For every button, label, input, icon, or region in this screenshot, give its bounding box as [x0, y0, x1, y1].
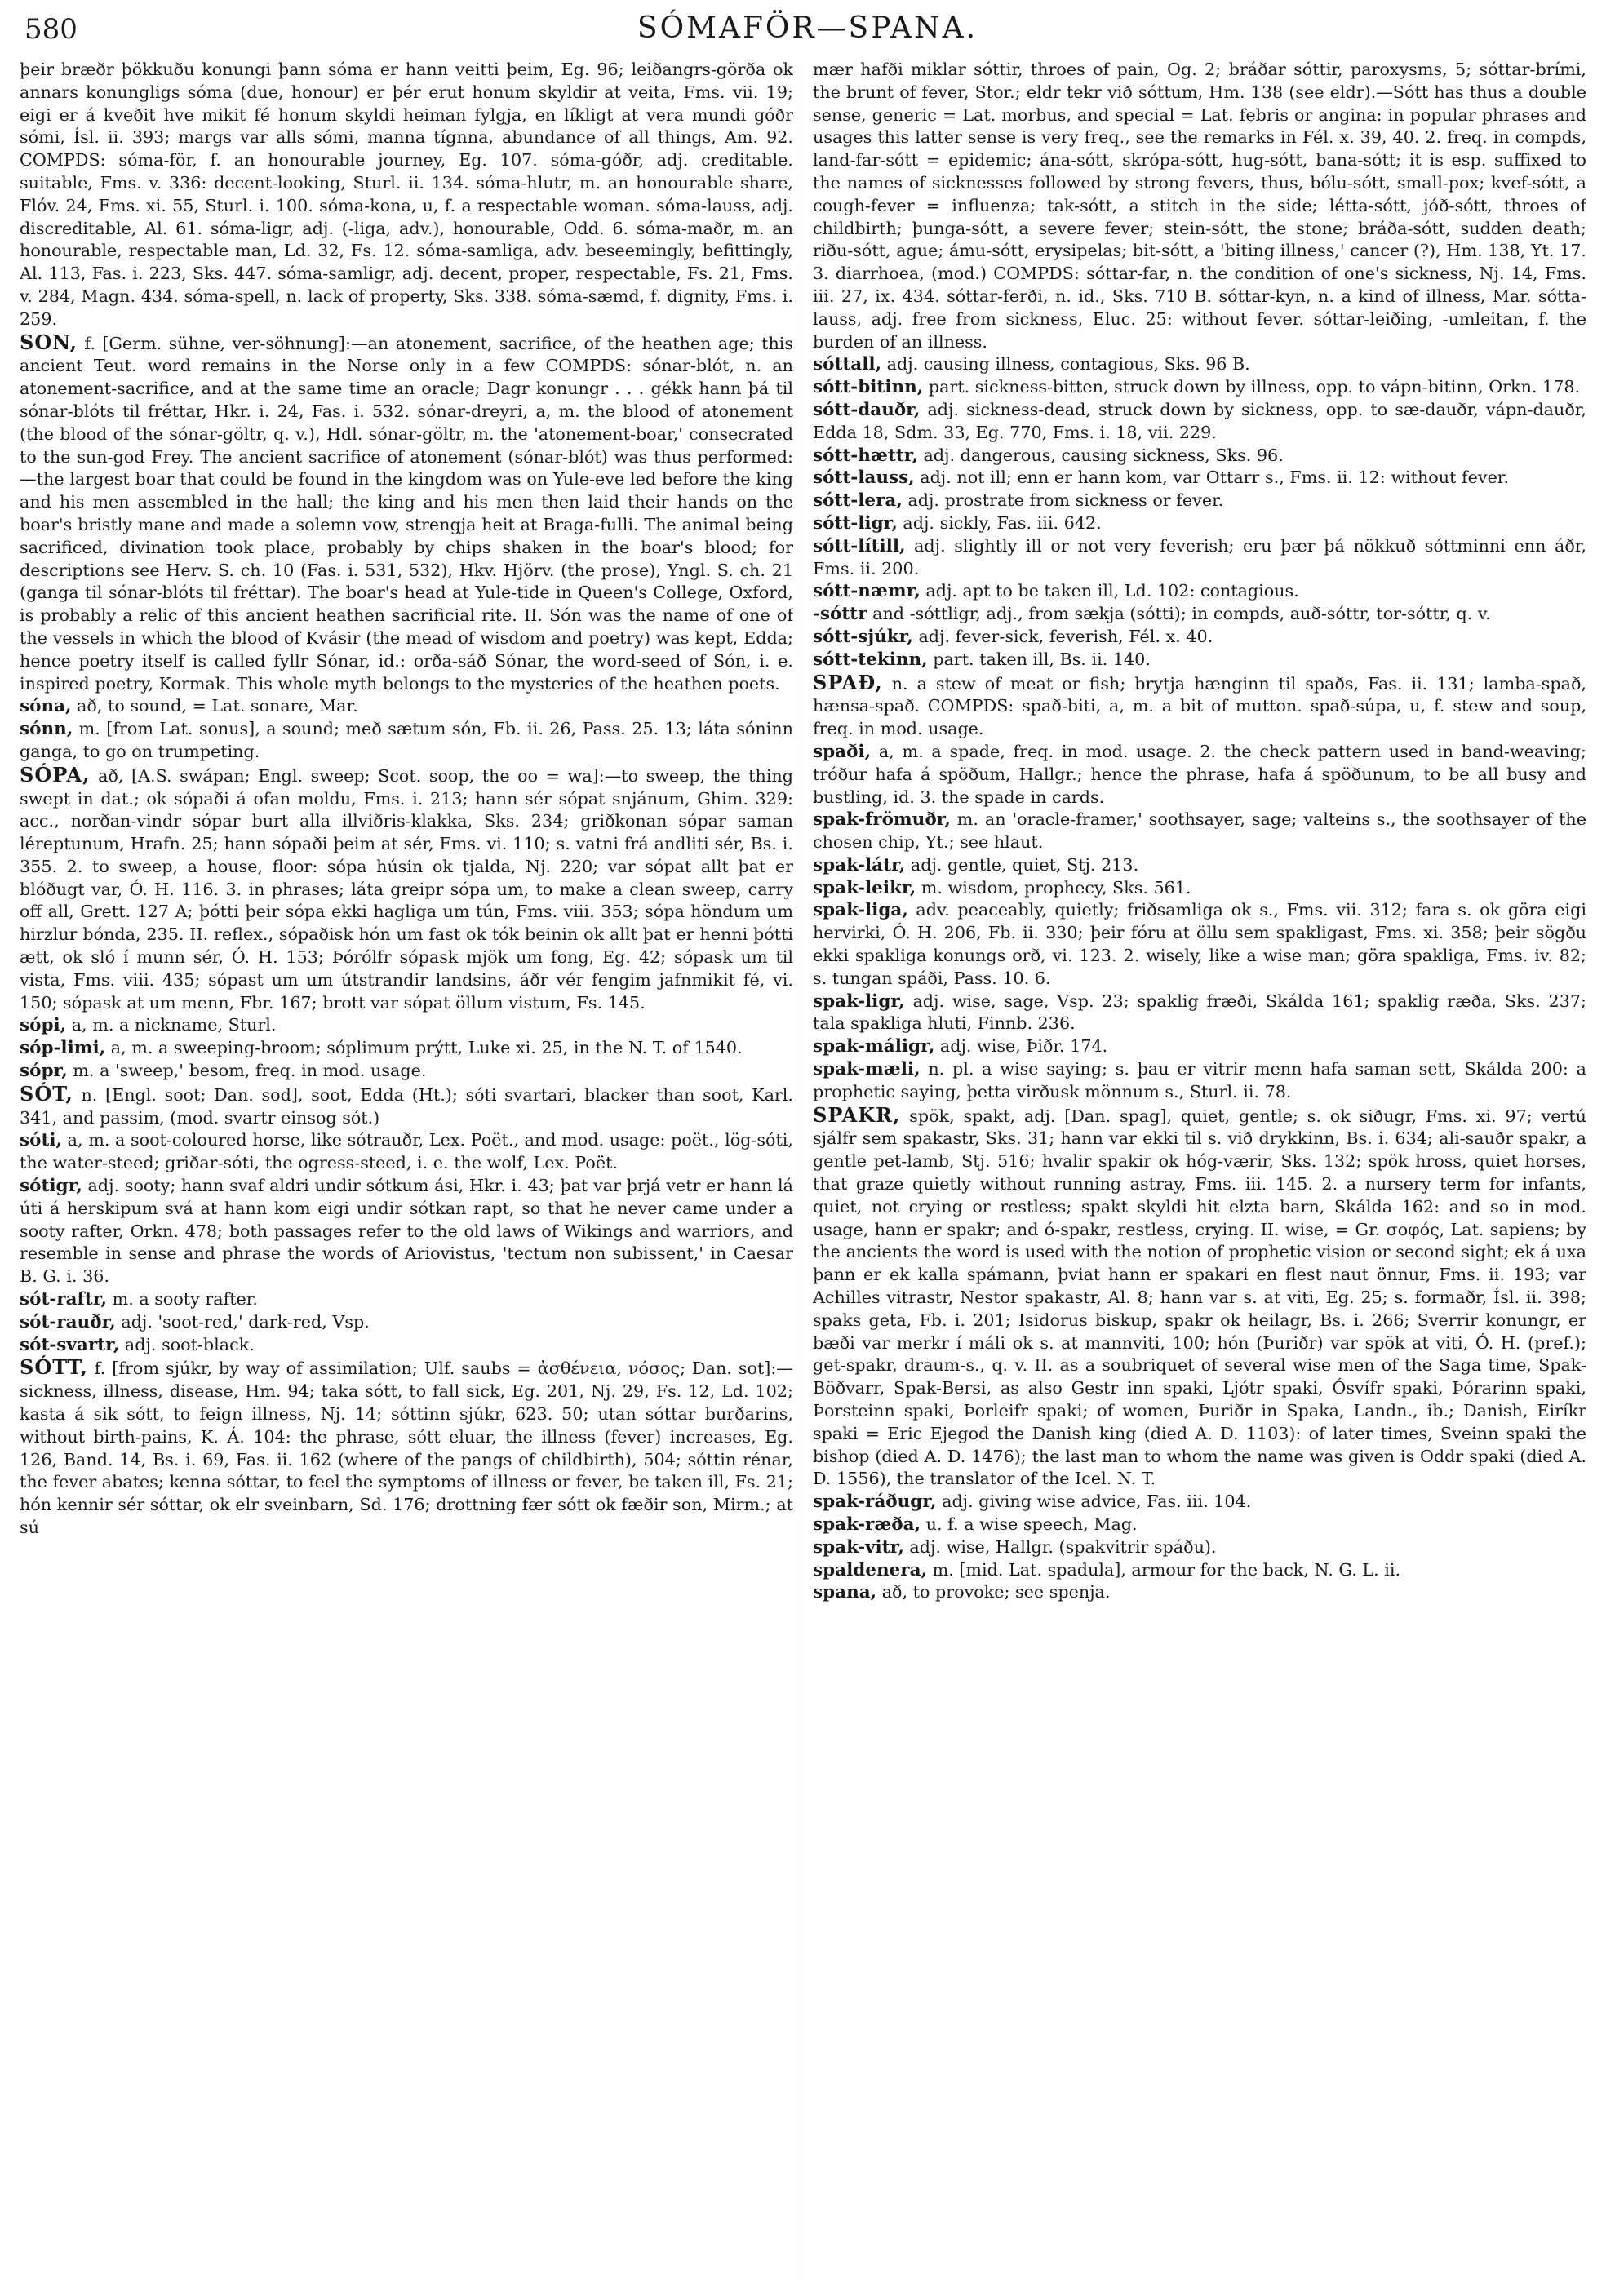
entry-body: m. wisdom, prophecy, Sks. 561. — [916, 877, 1191, 898]
dictionary-entry — [20, 764, 793, 1015]
entry-body: m. [mid. Lat. spadula], armour for the back, N. G. L. ii. — [927, 1559, 1401, 1580]
entry-headword: spak-ráðugr, — [813, 1492, 937, 1513]
entry-body: adj. dangerous, causing sickness, Sks. 96. — [917, 445, 1284, 465]
entry-body: a, m. a soot-coloured horse, like sótrauðr, Lex. Poët., and mod. usage: poët., lög-sóti, the water-steed; griðar-sóti, the ogress-steed, i. e. the wolf, Lex. Poët. — [20, 1130, 793, 1173]
dictionary-entry — [20, 1083, 793, 1130]
entry-headword: sóti, — [20, 1130, 63, 1151]
dictionary-entry — [813, 467, 1586, 490]
entry-body: adj. sooty; hann svaf aldri undir sótkum ási, Hkr. i. 43; þat var þrjá vetr er hann lá úti á herskipum svá at hann kom eigi undir sótkan rapt, so that he never came under a sooty rafter, Orkn. 478; both passages refer to the old laws of Wikings and warriors, and resemble in sense and phrase the words of Ariovistus, 'tectum non subissent,' in Caesar B. G. i. 36. — [20, 1176, 793, 1287]
page-number: 580 — [24, 13, 78, 46]
entry-body: part. sickness-bitten, struck down by illness, opp. to vápn-bitinn, Orkn. 178. — [923, 377, 1581, 397]
entry-headword: spak-máligr, — [813, 1036, 935, 1057]
page-header — [24, 10, 1591, 49]
dictionary-entry — [20, 59, 793, 331]
entry-body: m. [from Lat. sonus], a sound; með sætum són, Fb. ii. 26, Pass. 25. 13; láta sóninn ganga, to go on trumpeting. — [20, 719, 793, 761]
entry-headword: spak-frömuðr, — [813, 809, 951, 831]
entry-body: f. [from sjúkr, by way of assimilation; Ulf. saubs = ἀσθένεια, νόσος; Dan. sot]:—sickness, illness, disease, Hm. 94; taka sótt, to fall sick, Eg. 201, Nj. 29, Fs. 12, Ld. 102; kasta á sik sótt, to feign illness, Nj. 14; sóttinn sjúkr, 623. 50; utan sóttar burðarins, without birth-pains, K. Á. 104: the phrase, sótt eluar, the illness (fever) increases, Eg. 126, Band. 14, Bs. i. 69, Fas. ii. 162 (where of the pangs of childbirth), 504; sóttin rénar, the fever abates; kenna sóttar, to feel the symptoms of illness or fever, be taken ill, Fs. 21; hón kennir sér sóttar, ok elr sveinbarn, Sd. 176; drottning fær sótt ok fæðir son, Mirm.; at sú — [20, 1359, 793, 1537]
dictionary-entry — [20, 1334, 793, 1357]
entry-headword: sótt-lauss, — [813, 468, 915, 489]
dictionary-entry — [20, 331, 793, 696]
entry-headword: sót-rauðr, — [20, 1311, 116, 1332]
entry-body: and -sóttligr, adj., from sækja (sótti); in compds, auð-sóttr, tor-sóttr, q. v. — [867, 604, 1491, 624]
entry-headword: sótt-bitinn, — [813, 377, 924, 398]
dictionary-entry — [20, 1014, 793, 1037]
entry-body: m. a 'sweep,' besom, freq. in mod. usage. — [67, 1061, 427, 1081]
entry-headword: spak-ligr, — [813, 991, 905, 1012]
entry-body: adj. apt to be taken ill, Ld. 102: contagious. — [920, 581, 1299, 601]
entry-body: að, to provoke; see spenja. — [876, 1582, 1111, 1602]
dictionary-entry — [813, 603, 1586, 626]
entry-body: adj. wise, Þiðr. 174. — [934, 1036, 1108, 1057]
entry-headword: sótt-hættr, — [813, 445, 918, 466]
entry-body: a, m. a spade, freq. in mod. usage. 2. the check pattern used in band-weaving; tróður hafa á spöðum, Hallgr.; hence the phrase, hafa á spöðunum, to be all busy and bustling, id. 3. the spade in cards. — [813, 741, 1586, 807]
dictionary-entry — [813, 741, 1586, 809]
entry-body: adj. wise, sage, Vsp. 23; spaklig fræði, Skálda 161; spaklig ræða, Sks. 237; tala spakliga hluti, Finnb. 236. — [813, 991, 1586, 1034]
entry-body: adv. peaceably, quietly; friðsamliga ok s., Fms. vii. 312; fara s. ok göra eigi hervirki, Ó. H. 206, Fb. ii. 330; þeir fóru at öllu sem spakligast, Fms. xi. 358; þeir sögðu ekki spakliga konungs orð, vi. 123. 2. wisely, like a wise man; göra spakliga, Fms. iv. 82; s. tungan spáði, Pass. 10. 6. — [813, 900, 1586, 988]
entry-headword: spak-liga, — [813, 900, 908, 921]
entry-headword: -sóttr — [813, 604, 867, 625]
entry-headword: sóp-limi, — [20, 1038, 106, 1059]
entry-body: þeir bræðr þökkuðu konungi þann sóma er hann veitti þeim, Eg. 96; leiðangrs-görða ok annars konungligs sóma (due, honour) er þér erut honum skyldir at veita, Fms. vii. 19; eigi er á kveðit hve mikit fé honum skyldi heiman fylgja, en líkligt at vera mundi góðr sómi, Ísl. ii. 393; margs var alls sómi, manna tígnna, abundance of all things, Am. 92. COMPDS: sóma-för, f. an honourable journey, Eg. 107. sóma-góðr, adj. creditable. suitable, Fms. v. 336: decent-looking, Sturl. ii. 134. sóma-hlutr, m. an honourable share, Flóv. 24, Fms. xi. 55, Sturl. i. 100. sóma-kona, u, f. a respectable woman. sóma-lauss, adj. discreditable, Al. 61. sóma-ligr, adj. (-liga, adv.), honourable, Odd. 6. sóma-maðr, m. an honourable, respectable man, Ld. 32, Fs. 12. sóma-samliga, adv. beseemingly, befittingly, Al. 113, Fas. i. 223, Sks. 447. sóma-samligr, adj. decent, proper, respectable, Fs. 21, Fms. v. 284, Magn. 434. sóma-spell, n. lack of property, Sks. 338. sóma-sæmd, f. dignity, Fms. i. 259. — [20, 60, 793, 329]
dictionary-entry — [20, 1311, 793, 1334]
right-column — [813, 59, 1586, 2278]
dictionary-entry — [813, 535, 1586, 581]
dictionary-entry — [813, 59, 1586, 353]
entry-headword: sót-svartr, — [20, 1334, 120, 1355]
entry-body: mær hafði miklar sóttir, throes of pain, Og. 2; bráðar sóttir, paroxysms, 5; sóttar-brími, the brunt of fever, Stor.; eldr tekr við sóttum, Hm. 138 (see eldr).—Sótt has thus a double sense, generic = Lat. morbus, and special = Lat. febris or angina: in popular phrases and usages this latter sense is very freq., see the remarks in Fél. x. 39, 40. 2. freq. in compds, land-far-sótt = epidemic; ána-sótt, skrópa-sótt, hug-sótt, bana-sótt; it is esp. suffixed to the names of sicknesses followed by strong fevers, thus, bólu-sótt, small-pox; kvef-sótt, a cough-fever = influenza; tak-sótt, a stitch in the side; létta-sótt, jóð-sótt, throes of childbirth; þunga-sótt, a severe fever; stein-sótt, the stone; bráða-sótt, sudden death; riðu-sótt, ague; ámu-sótt, erysipelas; bit-sótt, a 'biting illness,' cancer (?), Hm. 138, Yt. 17. 3. diarrhoea, (mod.) COMPDS: sóttar-far, n. the condition of one's sickness, Nj. 14, Fms. iii. 27, ix. 434. sóttar-ferði, n. id., Sks. 710 B. sóttar-kyn, n. a kind of illness, Mar. sótta-lauss, adj. free from sickness, Eluc. 25: without fever. sóttar-leiðing, -umleitan, f. the burden of an illness. — [813, 60, 1586, 352]
entry-body: að, [A.S. swápan; Engl. sweep; Scot. soop, the oo = wa]:—to sweep, the thing swept in dat.; ok sópaði á ofan moldu, Fms. i. 213; hann sér sópat snjánum, Ghim. 329: acc., norðan-vindr sópar burt alla illviðris-klakka, Sks. 234; griðkonan sópar saman léreptunum, Hrafn. 25; hann sópaði þeim at sér, Fms. vi. 110; s. vatni frá andliti sér, Bs. i. 355. 2. to sweep, a house, floor: sópa húsin ok tjalda, Nj. 220; var sópat allt þat er blóðugt var, Ó. H. 116. 3. in phrases; láta greipr sópa um, to make a clean sweep, carry off all, Grett. 127 A; þótti þeir sópa ekki hagliga um tún, Fms. viii. 353; sópa höndum um hirzlur bónda, 235. II. reflex., sópaðisk hón um fast ok tók beinin ok allt þat er henni þótti ætt, ok sló í munn sér, Ó. H. 153; Þórólfr sópask mjök um fong, Eg. 42; sópask um til vista, Fms. viii. 435; sópast um um útstrandir landsins, áðr vér fengim jafnmikit fé, vi. 150; sópask at um menn, Fbr. 167; brott var sópat öllum vistum, Fs. 145. — [20, 765, 793, 1013]
left-column — [20, 59, 793, 2278]
entry-headword: sópr, — [20, 1061, 68, 1082]
entry-headword: SÓTT, — [20, 1355, 88, 1380]
dictionary-entry — [813, 445, 1586, 468]
entry-headword: sótt-dauðr, — [813, 399, 921, 420]
entry-headword: sótt-lera, — [813, 490, 903, 512]
running-head: SÓMAFÖR—SPANA. — [637, 11, 978, 45]
entry-body: adj. gentle, quiet, Stj. 213. — [905, 854, 1139, 875]
entry-headword: SÓPA, — [20, 762, 91, 787]
dictionary-entry — [813, 1491, 1586, 1514]
dictionary-entry — [813, 672, 1586, 741]
entry-headword: sótt-ligr, — [813, 512, 898, 534]
dictionary-entry — [813, 1559, 1586, 1582]
entry-body: m. an 'oracle-framer,' soothsayer, sage; valteins s., the soothsayer of the chosen chip, Yt.; see hlaut. — [813, 809, 1586, 853]
entry-headword: spak-ræða, — [813, 1514, 921, 1535]
entry-headword: sótt-lítill, — [813, 535, 906, 556]
entry-headword: SON, — [20, 330, 78, 354]
dictionary-entry — [20, 695, 793, 718]
entry-body: adj. prostrate from sickness or fever. — [902, 490, 1224, 511]
entry-headword: spak-leikr, — [813, 877, 916, 898]
dictionary-entry — [813, 899, 1586, 990]
entry-headword: SPAÐ, — [813, 670, 883, 694]
dictionary-entry — [813, 809, 1586, 854]
dictionary-entry — [20, 718, 793, 764]
dictionary-entry — [813, 353, 1586, 376]
entry-headword: spaldenera, — [813, 1559, 928, 1580]
entry-body: að, to sound, = Lat. sonare, Mar. — [71, 696, 358, 716]
entry-headword: sótigr, — [20, 1176, 82, 1197]
entry-headword: spak-mæli, — [813, 1059, 921, 1080]
entry-headword: spak-látr, — [813, 854, 906, 875]
dictionary-entry — [813, 1035, 1586, 1058]
entry-headword: sóna, — [20, 696, 72, 717]
dictionary-entry — [813, 1581, 1586, 1604]
dictionary-entry — [20, 1037, 793, 1060]
entry-headword: sót-raftr, — [20, 1289, 107, 1310]
entry-headword: sónn, — [20, 719, 73, 740]
entry-body: part. taken ill, Bs. ii. 140. — [927, 649, 1151, 669]
entry-headword: sótt-sjúkr, — [813, 626, 913, 647]
dictionary-entry — [20, 1356, 793, 1539]
entry-body: m. a sooty rafter. — [107, 1289, 258, 1310]
dictionary-entry — [813, 991, 1586, 1036]
entry-body: n. [Engl. soot; Dan. sod], soot, Edda (Ht.); sóti svartari, blacker than soot, Karl. 341, and passim, (mod. svartr einsog sót.) — [20, 1084, 793, 1128]
entry-headword: sótt-tekinn, — [813, 649, 928, 670]
entry-body: n. a stew of meat or fish; brytja hænginn til spaðs, Fas. ii. 131; lamba-spað, hænsa-spað. COMPDS: spað-biti, a, m. a bit of mutton. spað-súpa, u, f. stew and soup, freq. in mod. usage. — [813, 673, 1586, 739]
dictionary-entry — [20, 1060, 793, 1083]
dictionary-entry — [813, 877, 1586, 900]
dictionary-entry — [813, 376, 1586, 399]
entry-headword: spaði, — [813, 741, 872, 762]
entry-body: adj. giving wise advice, Fas. iii. 104. — [936, 1492, 1252, 1512]
entry-body: adj. soot-black. — [119, 1334, 255, 1354]
entry-body: adj. fever-sick, feverish, Fél. x. 40. — [912, 626, 1213, 646]
entry-headword: spak-vitr, — [813, 1536, 904, 1558]
entry-headword: SÓT, — [20, 1081, 73, 1106]
entry-body: adj. sickness-dead, struck down by sickness, opp. to sæ-dauðr, vápn-dauðr, Edda 18, Sdm. 33, Eg. 770, Fms. i. 18, vii. 229. — [813, 399, 1586, 442]
entry-body: adj. slightly ill or not very feverish; eru þær þá nökkuð sóttminni enn áðr, Fms. ii. 200. — [813, 535, 1586, 578]
dictionary-entry — [813, 580, 1586, 603]
dictionary-entry — [813, 1536, 1586, 1559]
dictionary-entry — [20, 1129, 793, 1175]
dictionary-entry — [813, 1514, 1586, 1536]
dictionary-entry — [813, 399, 1586, 445]
entry-headword: sóttall, — [813, 354, 882, 375]
entry-body: spök, spakt, adj. [Dan. spag], quiet, gentle; s. ok siðugr, Fms. xi. 97; vertú sjálfr sem spakastr, Sks. 31; hann var ekki til s. við drykkinn, Bs. i. 634; ali-sauðr spakr, a gentle pet-lamb, Stj. 516; hvalir spakir ok hóg-værir, Sks. 132; spök hross, quiet horses, that graze quietly without running astray, Fms. iii. 145. 2. a nursery term for infants, quiet, not crying or restless; spakt skyldi hit elzta barn, Skálda 162: and so in mod. usage, hann er spakr; and ó-spakr, restless, crying. II. wise, = Gr. σοφός, Lat. sapiens; by the ancients the word is used with the notion of prophetic vision or second sight; ek á uxa þann er ek kalla spámann, þviat hann er spakari en flest naut önnur, Fms. ii. 193; var Achilles vitrastr, Nestor spakastr, Al. 8; hann var s. at viti, Eg. 25; s. formaðr, Ísl. ii. 398; spaks geta, Fb. i. 201; Isidorus biskup, spakr ok heilagr, Bs. i. 266; Sverrir konungr, er bæði var merkr í máli ok s. at mannviti, 100; hón (Þuriðr) var spök at viti, Ó. H. (pref.); get-spakr, draum-s., q. v. II. as a soubriquet of several wise men of the Saga time, Spak-Böðvarr, Spak-Bersi, as also Gestr inn spaki, Ljótr spaki, Ósvífr spaki, Þórarinn spaki, Þorsteinn spaki, Þorleifr spaki; of women, Þuriðr in Spaka, Landn., ib.; Danish, Eiríkr spaki = Eric Ejegod the Danish king (died A. D. 1103): of later times, Sveinn spaki the bishop (died A. D. 1476); the last man to whom the name was given is Oddr spaki (died A. D. 1556), the translator of the Icel. N. T. — [813, 1106, 1586, 1489]
dictionary-entry — [20, 1175, 793, 1288]
entry-body: a, m. a sweeping-broom; sóplimum prýtt, Luke xi. 25, in the N. T. of 1540. — [105, 1038, 743, 1058]
entry-body: u. f. a wise speech, Mag. — [921, 1514, 1138, 1534]
entry-body: n. pl. a wise saying; s. þau er vitrir menn hafa saman sett, Skálda 200: a prophetic saying, þetta virðusk mönnum s., Sturl. ii. 78. — [813, 1059, 1586, 1101]
dictionary-entry — [813, 854, 1586, 877]
entry-headword: sópi, — [20, 1015, 67, 1036]
dictionary-entry — [813, 512, 1586, 535]
dictionary-entry — [20, 1288, 793, 1311]
entry-body: adj. sickly, Fas. iii. 642. — [897, 512, 1102, 533]
entry-body: adj. 'soot-red,' dark-red, Vsp. — [115, 1311, 370, 1332]
entry-body: a, m. a nickname, Sturl. — [66, 1015, 277, 1035]
entry-body: adj. wise, Hallgr. (spakvitrir spáðu). — [903, 1536, 1217, 1557]
entry-headword: sótt-næmr, — [813, 581, 921, 602]
entry-body: adj. not ill; enn er hann kom, var Ottarr s., Fms. ii. 12: without fever. — [914, 468, 1510, 488]
entry-headword: SPAKR, — [813, 1102, 901, 1127]
dictionary-entry — [813, 1058, 1586, 1104]
entry-body: f. [Germ. sühne, ver-söhnung]:—an atonement, sacrifice, of the heathen age; this ancient Teut. word remains in the Norse only in a few COMPDS: sónar-blót, n. an atonement-sacrifice, and at the same time an oracle; Dagr konungr . . . gékk hann þá til sónar-blóts til fréttar, Hkr. i. 24, Fas. i. 532. sónar-dreyri, a, m. the blood of atonement (the blood of the sónar-göltr, q. v.), Hdl. sónar-göltr, m. the 'atonement-boar,' consecrated to the sun-god Frey. The ancient sacrifice of atonement (sónar-blót) was thus performed:—the largest boar that could be found in the kingdom was on Yule-eve led before the king and his men assembled in the hall; the king and his men then laid their hands on the boar's bristly mane and made a solemn vow, strengja heit at Braga-fulli. The animal being sacrificed, divination took place, probably by chips shaken in the boar's blood; for descriptions see Herv. S. ch. 10 (Fas. i. 531, 532), Hkv. Hjörv. (the prose), Yngl. S. ch. 21 (ganga til sónar-blóts til fréttar). The boar's head at Yule-tide in Queen's College, Oxford, is probably a relic of this ancient heathen sacrificial rite. II. Són was the name of one of the vessels in which the blood of Kvásir (the mead of wisdom and poetry) was kept, Edda; hence poetry itself is called fyllr Sónar, id.: orða-sáð Sónar, the word-seed of Són, i. e. inspired poetry, Kormak. This whole myth belongs to the mysteries of the heathen poets. — [20, 333, 793, 694]
dictionary-entry — [813, 490, 1586, 512]
dictionary-entry — [813, 649, 1586, 672]
dictionary-entry — [813, 626, 1586, 649]
entry-headword: spana, — [813, 1582, 877, 1603]
dictionary-entry — [813, 1104, 1586, 1492]
entry-body: adj. causing illness, contagious, Sks. 96 B. — [881, 354, 1250, 375]
